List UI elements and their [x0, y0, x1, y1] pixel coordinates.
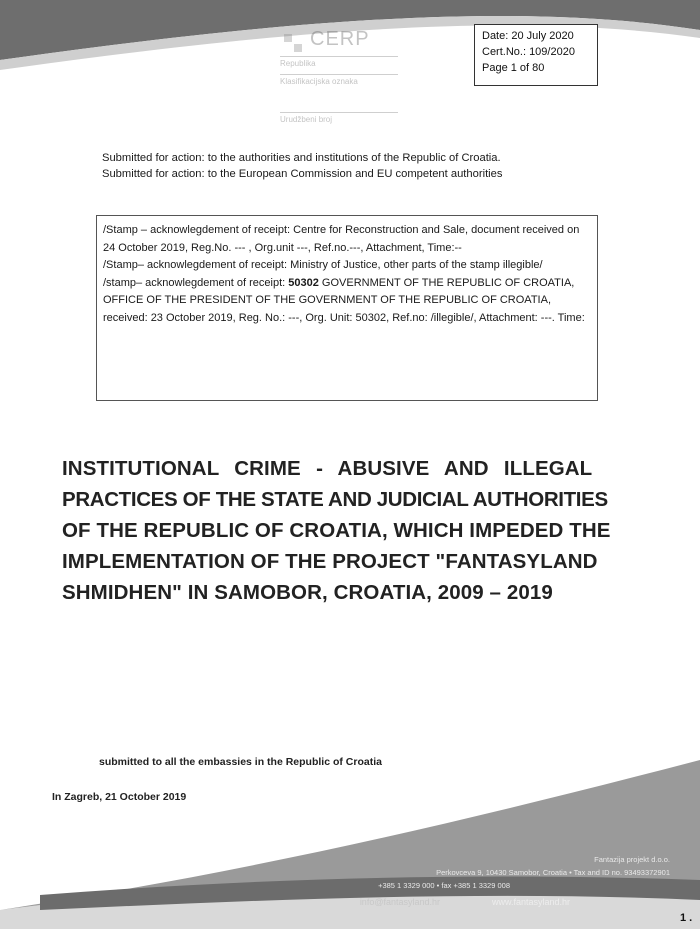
- submitted-to-embassies: submitted to all the embassies in the Republic of Croatia: [99, 756, 382, 768]
- place-and-date: In Zagreb, 21 October 2019: [52, 791, 187, 803]
- certificate-number: Cert.No.: 109/2020: [482, 46, 575, 58]
- stamp-logo-square-icon: [284, 34, 292, 42]
- document-date: Date: 20 July 2020: [482, 30, 574, 42]
- footer-swoosh-graphic: [0, 760, 700, 929]
- stamp-ack-gov-rest: GOVERNMENT OF THE REPUBLIC OF CROATIA, OFFICE OF THE PRESIDENT OF THE GOVERNMENT OF THE REPUBLIC OF CROATIA, received: 23 October 2019, Reg. No.: ---, Org. Unit: 50302, Ref.no: /illegible/, Attachment: ---. Time:: [103, 276, 585, 324]
- date-cert-box: [474, 24, 598, 86]
- stamp-row-1: Republika: [280, 56, 398, 68]
- title-line-5: SHMIDHEN" IN SAMOBOR, CROATIA, 2009 – 2019: [62, 581, 553, 604]
- stamp-logo-text: CERP: [310, 28, 370, 50]
- footer-address: Perkovceva 9, 10430 Samobor, Croatia • Tax and ID no. 93493372901: [436, 868, 670, 877]
- page-corner-mark: 1 .: [680, 912, 693, 924]
- title-line-1: INSTITUTIONAL CRIME - ABUSIVE AND ILLEGAL: [62, 457, 593, 480]
- footer-phone: +385 1 3329 000 • fax +385 1 3329 008: [378, 881, 510, 890]
- footer-email-link[interactable]: info@fantasyland.hr: [359, 897, 440, 907]
- submitted-line-eu: Submitted for action: to the European Commission and EU competent authorities: [102, 168, 503, 180]
- title-line-3: OF THE REPUBLIC OF CROATIA, WHICH IMPEDED THE: [62, 519, 611, 542]
- document-title: [62, 453, 611, 608]
- stamp-ack-gov-prefix: /stamp– acknowlegdement of receipt:: [103, 276, 289, 289]
- submitted-for-action: [102, 150, 502, 182]
- stamp-row-3: Urudžbeni broj: [280, 112, 398, 124]
- stamp-ack-gov-code: 50302: [288, 276, 319, 289]
- faded-receipt-stamp: [280, 28, 398, 128]
- page-indicator: Page 1 of 80: [482, 62, 545, 74]
- stamp-ack-government: [103, 275, 591, 328]
- stamp-ack-ministry: /Stamp– acknowlegdement of receipt: Ministry of Justice, other parts of the stamp illegible/: [103, 259, 543, 271]
- submitted-line-croatia: Submitted for action: to the authorities and institutions of the Republic of Croatia.: [102, 152, 501, 164]
- footer-website-link[interactable]: www.fantasyland.hr: [491, 897, 570, 907]
- title-line-4: IMPLEMENTATION OF THE PROJECT "FANTASYLAND: [62, 550, 598, 573]
- footer-company: Fantazija projekt d.o.o.: [594, 855, 670, 864]
- stamp-logo-square-icon: [294, 44, 302, 52]
- title-line-2: PRACTICES OF THE STATE AND JUDICIAL AUTHORITIES: [62, 488, 608, 511]
- stamp-acknowledgement-box: [96, 215, 598, 401]
- stamp-ack-centre: /Stamp – acknowlegdement of receipt: Centre for Reconstruction and Sale, document received on 24 October 2019, Reg.No. --- , Org.unit ---, Ref.no.---, Attachment, Time:--: [103, 224, 580, 254]
- stamp-row-2: Klasifikacijska oznaka: [280, 74, 398, 86]
